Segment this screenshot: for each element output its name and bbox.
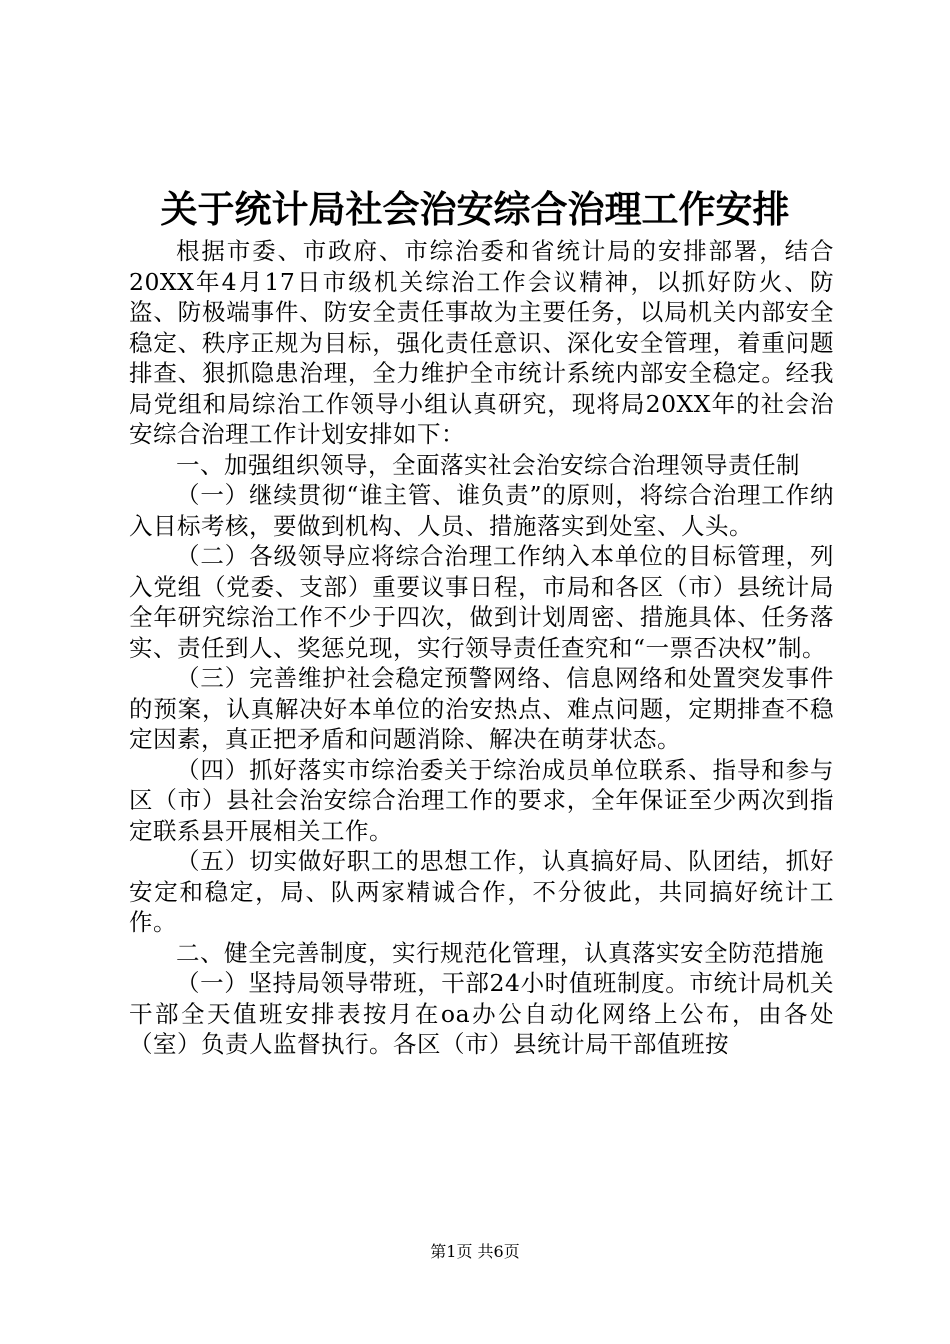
document-title: 关于统计局社会治安综合治理工作安排 — [160, 187, 790, 231]
paragraph-2-1: （一）坚持局领导带班，干部24小时值班制度。市统计局机关干部全天值班安排表按月在oa办公自动化网络上公布，由各处（室）负责人监督执行。各区（市）县统计局干部值班按 — [129, 969, 834, 1058]
section-heading-2: 二、健全完善制度，实行规范化管理，认真落实安全防范措施 — [176, 938, 824, 967]
document-body — [129, 236, 834, 1060]
paragraph-1-1: （一）继续贯彻“谁主管、谁负责”的原则，将综合治理工作纳入目标考核，要做到机构、人员、措施落实到处室、人头。 — [129, 481, 834, 540]
page-footer: 第1页 共6页 — [430, 1242, 520, 1261]
paragraph-1-3: （三）完善维护社会稳定预警网络、信息网络和处置突发事件的预案，认真解决好本单位的治安热点、难点问题，定期排查不稳定因素，真正把矛盾和问题消除、解决在萌芽状态。 — [129, 664, 834, 753]
paragraph-1-2: （二）各级领导应将综合治理工作纳入本单位的目标管理，列入党组（党委、支部）重要议事日程，市局和各区（市）县统计局全年研究综治工作不少于四次，做到计划周密、措施具体、任务落实、责任到人、奖惩兑现，实行领导责任查究和“一票否决权”制。 — [129, 542, 834, 662]
paragraph-1-4: （四）抓好落实市综治委关于综治成员单位联系、指导和参与区（市）县社会治安综合治理工作的要求，全年保证至少两次到指定联系县开展相关工作。 — [129, 755, 834, 845]
section-heading-1: 一、加强组织领导，全面落实社会治安综合治理领导责任制 — [176, 450, 800, 479]
paragraph-1-5: （五）切实做好职工的思想工作，认真搞好局、队团结，抓好安定和稳定，局、队两家精诚合作，不分彼此，共同搞好统计工作。 — [129, 847, 834, 936]
paragraph-intro: 根据市委、市政府、市综治委和省统计局的安排部署，结合20XX年4月17日市级机关综治工作会议精神，以抓好防火、防盗、防极端事件、防安全责任事故为主要任务，以局机关内部安全稳定、秩序正规为目标，强化责任意识、深化安全管理，着重问题排查、狠抓隐患治理，全力维护全市统计系统内部安全稳定。经我局党组和局综治工作领导小组认真研究，现将局20XX年的社会治安综合治理工作计划安排如下： — [129, 237, 834, 448]
